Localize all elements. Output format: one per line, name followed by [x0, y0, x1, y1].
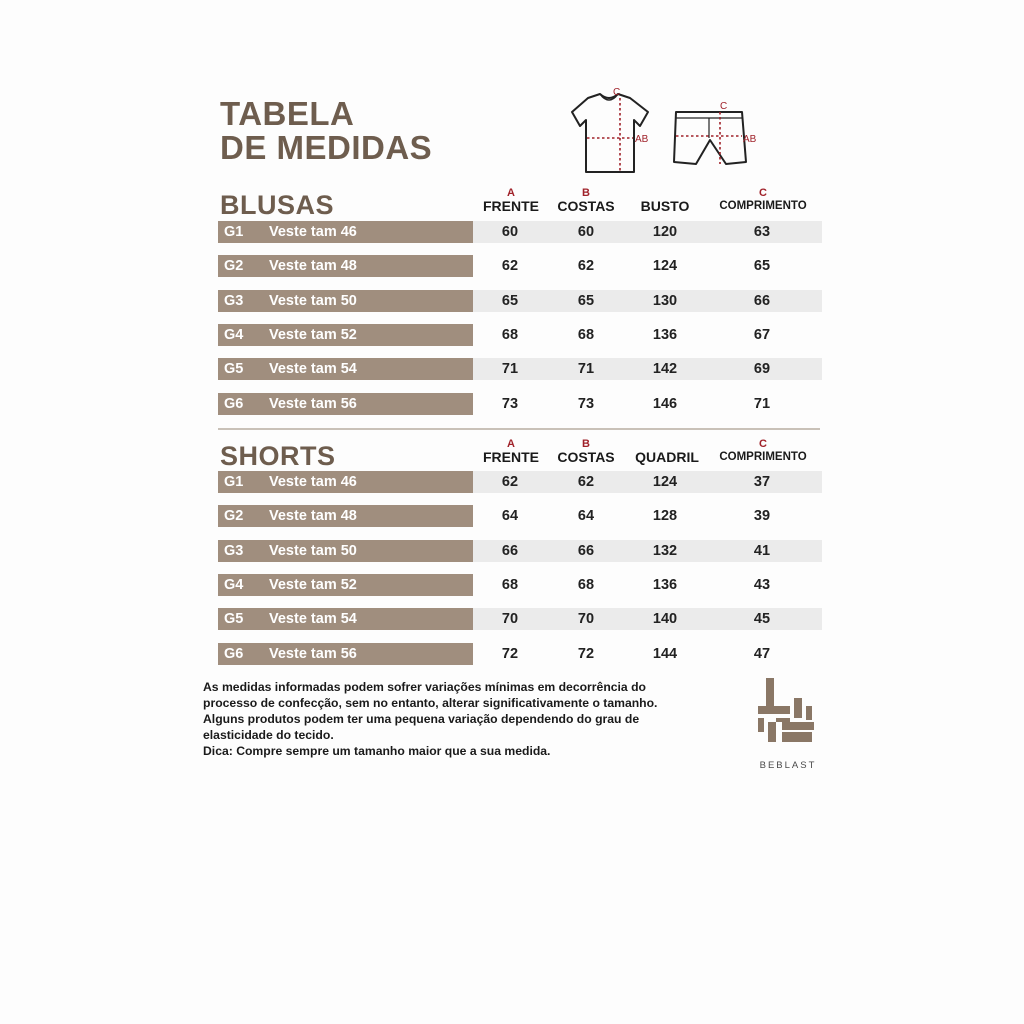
table-cell: 124 — [652, 474, 678, 490]
table-cell: 72 — [577, 645, 595, 662]
size-label — [218, 324, 473, 346]
table-cell: 136 — [652, 326, 678, 343]
shorts-header-costas: B COSTAS — [557, 438, 615, 465]
table-cell: 146 — [652, 395, 678, 412]
title-line-2: DE MEDIDAS — [220, 129, 433, 166]
table-cell: 39 — [753, 508, 771, 525]
table-cell: 71 — [501, 361, 519, 378]
note-line: elasticidade do tecido. — [203, 728, 334, 742]
size-description: Veste tam 52 — [269, 576, 357, 593]
table-cell: 62 — [501, 258, 519, 275]
table-cell: 128 — [652, 508, 678, 525]
size-label — [218, 574, 473, 596]
table-cell: 37 — [753, 474, 771, 490]
table-cell: 62 — [501, 474, 519, 490]
size-label — [218, 358, 473, 380]
blusas-title: BLUSAS — [220, 190, 335, 220]
table-cell: 68 — [577, 326, 595, 343]
brand-name: BEBLAST — [759, 760, 817, 771]
size-description: Veste tam 54 — [269, 361, 357, 378]
size-label — [218, 221, 473, 243]
table-cell: 60 — [577, 224, 595, 240]
size-code: G5 — [224, 611, 244, 628]
size-description: Veste tam 56 — [269, 395, 357, 412]
size-code: G6 — [224, 645, 244, 662]
table-cell: 66 — [501, 542, 519, 559]
table-cell: 65 — [753, 258, 771, 275]
shorts-header-frente: A FRENTE — [483, 438, 539, 465]
shirt-diagram-icon — [566, 86, 666, 178]
table-cell: 60 — [501, 224, 519, 240]
size-code: G5 — [224, 361, 244, 378]
page-title — [220, 97, 432, 165]
title-line-1: TABELA — [220, 95, 355, 132]
size-code: G6 — [224, 395, 244, 412]
size-label — [218, 290, 473, 312]
size-label — [218, 540, 473, 562]
table-cell: 68 — [501, 326, 519, 343]
table-row — [218, 393, 822, 415]
table-row — [218, 324, 822, 346]
measurement-note — [203, 679, 723, 759]
table-cell: 64 — [577, 508, 595, 525]
note-line: Alguns produtos podem ter uma pequena variação dependendo do grau de — [203, 712, 640, 726]
size-code: G4 — [224, 326, 244, 343]
table-cell: 68 — [577, 576, 595, 593]
size-code: G2 — [224, 258, 244, 275]
shorts-title: SHORTS — [220, 441, 336, 471]
table-cell: 62 — [577, 258, 595, 275]
size-description: Veste tam 56 — [269, 645, 357, 662]
table-cell: 71 — [753, 395, 771, 412]
table-cell: 63 — [753, 224, 771, 240]
table-row — [218, 221, 822, 243]
table-cell: 43 — [753, 576, 771, 593]
size-description: Veste tam 50 — [269, 292, 357, 309]
table-cell: 71 — [577, 361, 595, 378]
size-code: G3 — [224, 542, 244, 559]
table-cell: 67 — [753, 326, 771, 343]
table-cell: 142 — [652, 361, 678, 378]
table-row — [218, 505, 822, 527]
table-cell: 70 — [501, 611, 519, 628]
size-label — [218, 505, 473, 527]
table-cell: 132 — [652, 542, 678, 559]
table-cell: 45 — [753, 611, 771, 628]
shorts-c-label: C — [720, 101, 728, 112]
shorts-diagram-icon — [668, 98, 764, 170]
size-description: Veste tam 52 — [269, 326, 357, 343]
table-cell: 64 — [501, 508, 519, 525]
table-cell: 120 — [652, 224, 678, 240]
size-label — [218, 471, 473, 493]
size-description: Veste tam 46 — [269, 474, 357, 490]
table-row — [218, 471, 822, 493]
shorts-header-comprimento: C COMPRIMENTO — [719, 438, 807, 463]
table-cell: 41 — [753, 542, 771, 559]
size-label — [218, 393, 473, 415]
size-description: Veste tam 54 — [269, 611, 357, 628]
size-description: Veste tam 48 — [269, 508, 357, 525]
size-code: G1 — [224, 224, 244, 240]
table-cell: 72 — [501, 645, 519, 662]
table-cell: 70 — [577, 611, 595, 628]
blusas-header-frente: A FRENTE — [483, 187, 539, 214]
table-row — [218, 358, 822, 380]
blusas-header-busto: BUSTO — [640, 198, 690, 214]
shirt-c-label: C — [613, 87, 621, 98]
table-cell: 73 — [501, 395, 519, 412]
blusas-header-comprimento: C COMPRIMENTO — [719, 187, 807, 212]
table-cell: 62 — [577, 474, 595, 490]
table-cell: 124 — [652, 258, 678, 275]
note-line: Dica: Compre sempre um tamanho maior que a sua medida. — [203, 744, 551, 758]
table-cell: 68 — [501, 576, 519, 593]
shorts-header-quadril: QUADRIL — [635, 449, 699, 465]
table-cell: 47 — [753, 645, 771, 662]
table-row — [218, 540, 822, 562]
blusas-header-costas: B COSTAS — [557, 187, 615, 214]
table-row — [218, 574, 822, 596]
note-line: processo de confecção, sem no entanto, alterar significativamente o tamanho. — [203, 696, 658, 710]
table-row — [218, 255, 822, 277]
size-description: Veste tam 50 — [269, 542, 357, 559]
table-cell: 66 — [753, 292, 771, 309]
size-label — [218, 608, 473, 630]
table-cell: 66 — [577, 542, 595, 559]
table-cell: 136 — [652, 576, 678, 593]
size-code: G2 — [224, 508, 244, 525]
size-code: G3 — [224, 292, 244, 309]
size-code: G4 — [224, 576, 244, 593]
size-description: Veste tam 46 — [269, 224, 357, 240]
size-label — [218, 643, 473, 665]
table-row — [218, 643, 822, 665]
shorts-ab-label: AB — [743, 134, 757, 145]
size-description: Veste tam 48 — [269, 258, 357, 275]
table-cell: 73 — [577, 395, 595, 412]
table-row — [218, 608, 822, 630]
size-label — [218, 255, 473, 277]
size-code: G1 — [224, 474, 244, 490]
shirt-ab-label: AB — [635, 134, 649, 145]
table-cell: 140 — [652, 611, 678, 628]
beblast-logo-icon — [756, 676, 816, 752]
section-divider — [218, 428, 820, 430]
table-cell: 69 — [753, 361, 771, 378]
table-cell: 65 — [501, 292, 519, 309]
table-cell: 65 — [577, 292, 595, 309]
table-cell: 144 — [652, 645, 678, 662]
table-cell: 130 — [652, 292, 678, 309]
table-row — [218, 290, 822, 312]
note-line: As medidas informadas podem sofrer variações mínimas em decorrência do — [203, 680, 646, 694]
